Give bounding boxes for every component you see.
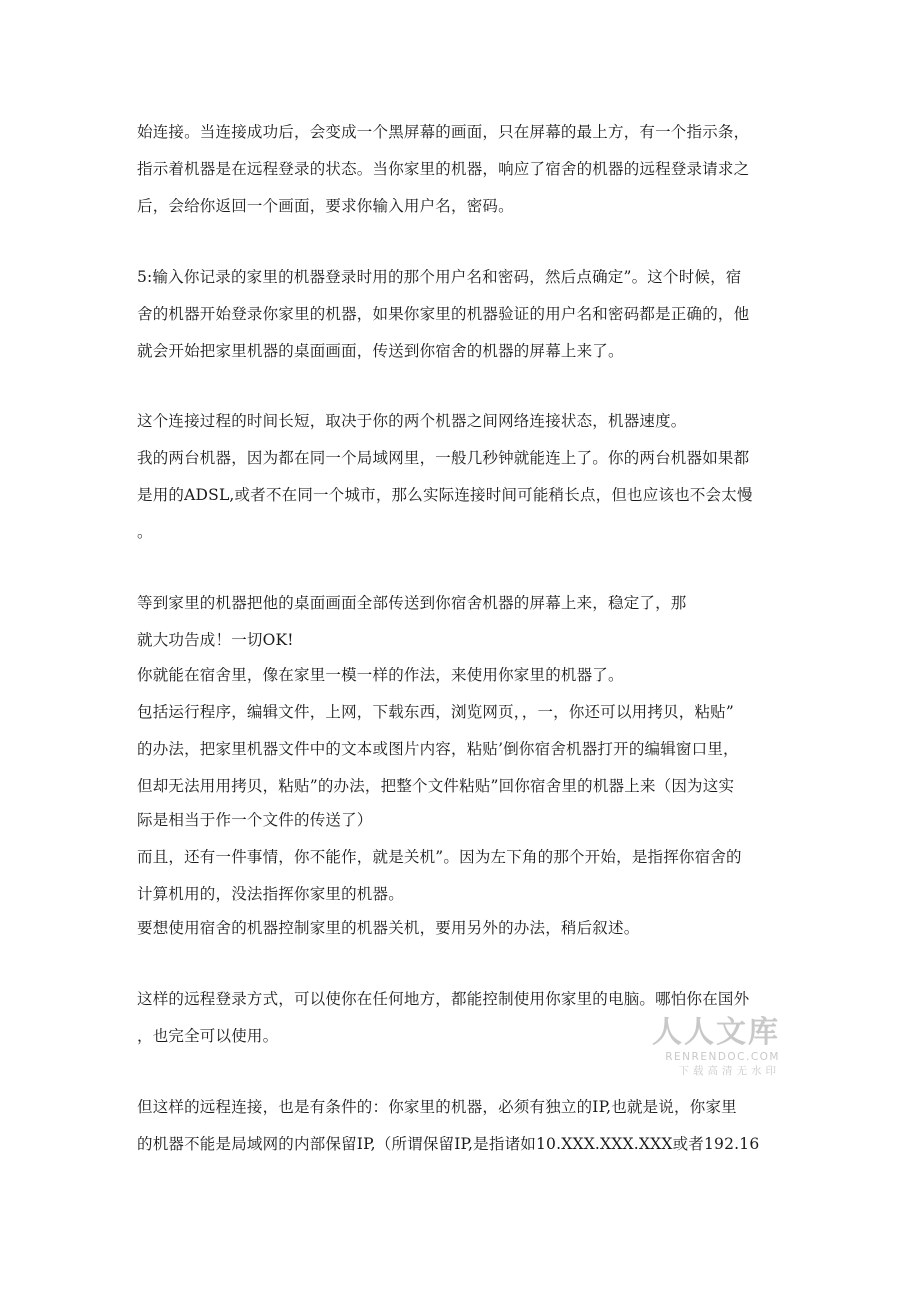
text-line: 是用的ADSL,或者不在同一个城市，那么实际连接时间可能稍长点，但也应该也不会太慢	[137, 486, 753, 504]
text-line: 你就能在宿舍里，像在家里一模一样的作法，来使用你家里的机器了。	[137, 666, 624, 684]
text-line: 包括运行程序，编辑文件，上网，下载东西，浏览网页，，一，你还可以用拷贝，粘贴”	[137, 703, 734, 721]
text-line: 始连接。当连接成功后，会变成一个黑屏幕的画面，只在屏幕的最上方，有一个指示条，	[137, 123, 750, 141]
text-line: 就会开始把家里机器的桌面画面，传送到你宿舍的机器的屏幕上来了。	[137, 342, 624, 360]
text-line: 指示着机器是在远程登录的状态。当你家里的机器，响应了宿舍的机器的远程登录请求之	[137, 160, 750, 178]
text-line: 舍的机器开始登录你家里的机器，如果你家里的机器验证的用户名和密码都是正确的，他	[137, 305, 750, 323]
text-line: ，也完全可以使用。	[137, 1027, 279, 1045]
text-line: 5:输入你记录的家里的机器登录时用的那个用户名和密码，然后点确定”。这个时候，宿	[137, 268, 742, 286]
text-line: 计算机用的，没法指挥你家里的机器。	[137, 885, 404, 903]
text-line: 的机器不能是局域网的内部保留IP,（所谓保留IP,是指诸如10.XXX.XXX.XXX或者192.16	[137, 1135, 760, 1153]
text-line: 我的两台机器，因为都在同一个局域网里，一般几秒钟就能连上了。你的两台机器如果都	[137, 449, 750, 467]
text-line: 就大功告成！一切OK!	[137, 631, 294, 649]
text-line: 际是相当于作一个文件的传送了）	[137, 811, 373, 829]
text-line: 的办法，把家里机器文件中的文本或图片内容，粘贴’倒你宿舍机器打开的编辑窗口里，	[137, 740, 739, 758]
text-line: 这个连接过程的时间长短，取决于你的两个机器之间网络连接状态，机器速度。	[137, 412, 687, 430]
text-line: 但这样的远程连接，也是有条件的：你家里的机器，必须有独立的IP,也就是说，你家里	[137, 1098, 737, 1116]
text-line: 这样的远程登录方式，可以使你在任何地方，都能控制使用你家里的电脑。哪怕你在国外	[137, 990, 750, 1008]
text-line: 后，会给你返回一个画面，要求你输入用户名，密码。	[137, 197, 514, 215]
text-line: 。	[137, 523, 153, 541]
text-line: 而且，还有一件事情，你不能作，就是关机”。因为左下角的那个开始，是指挥你宿舍的	[137, 848, 742, 866]
text-line: 要想使用宿舍的机器控制家里的机器关机，要用另外的办法，稍后叙述。	[137, 919, 640, 937]
text-line: 等到家里的机器把他的桌面画面全部传送到你宿舍机器的屏幕上来，稳定了，那	[137, 594, 687, 612]
watermark-subtitle: 下载高清无水印	[678, 1065, 780, 1077]
text-line: 但却无法用用拷贝，粘贴”的办法，把整个文件粘贴”回你宿舍里的机器上来（因为这实	[137, 777, 735, 795]
watermark-logo	[640, 1016, 780, 1078]
watermark-english: RENRENDOC.COM	[665, 1051, 780, 1063]
watermark-title: 人人文库	[652, 1015, 780, 1050]
